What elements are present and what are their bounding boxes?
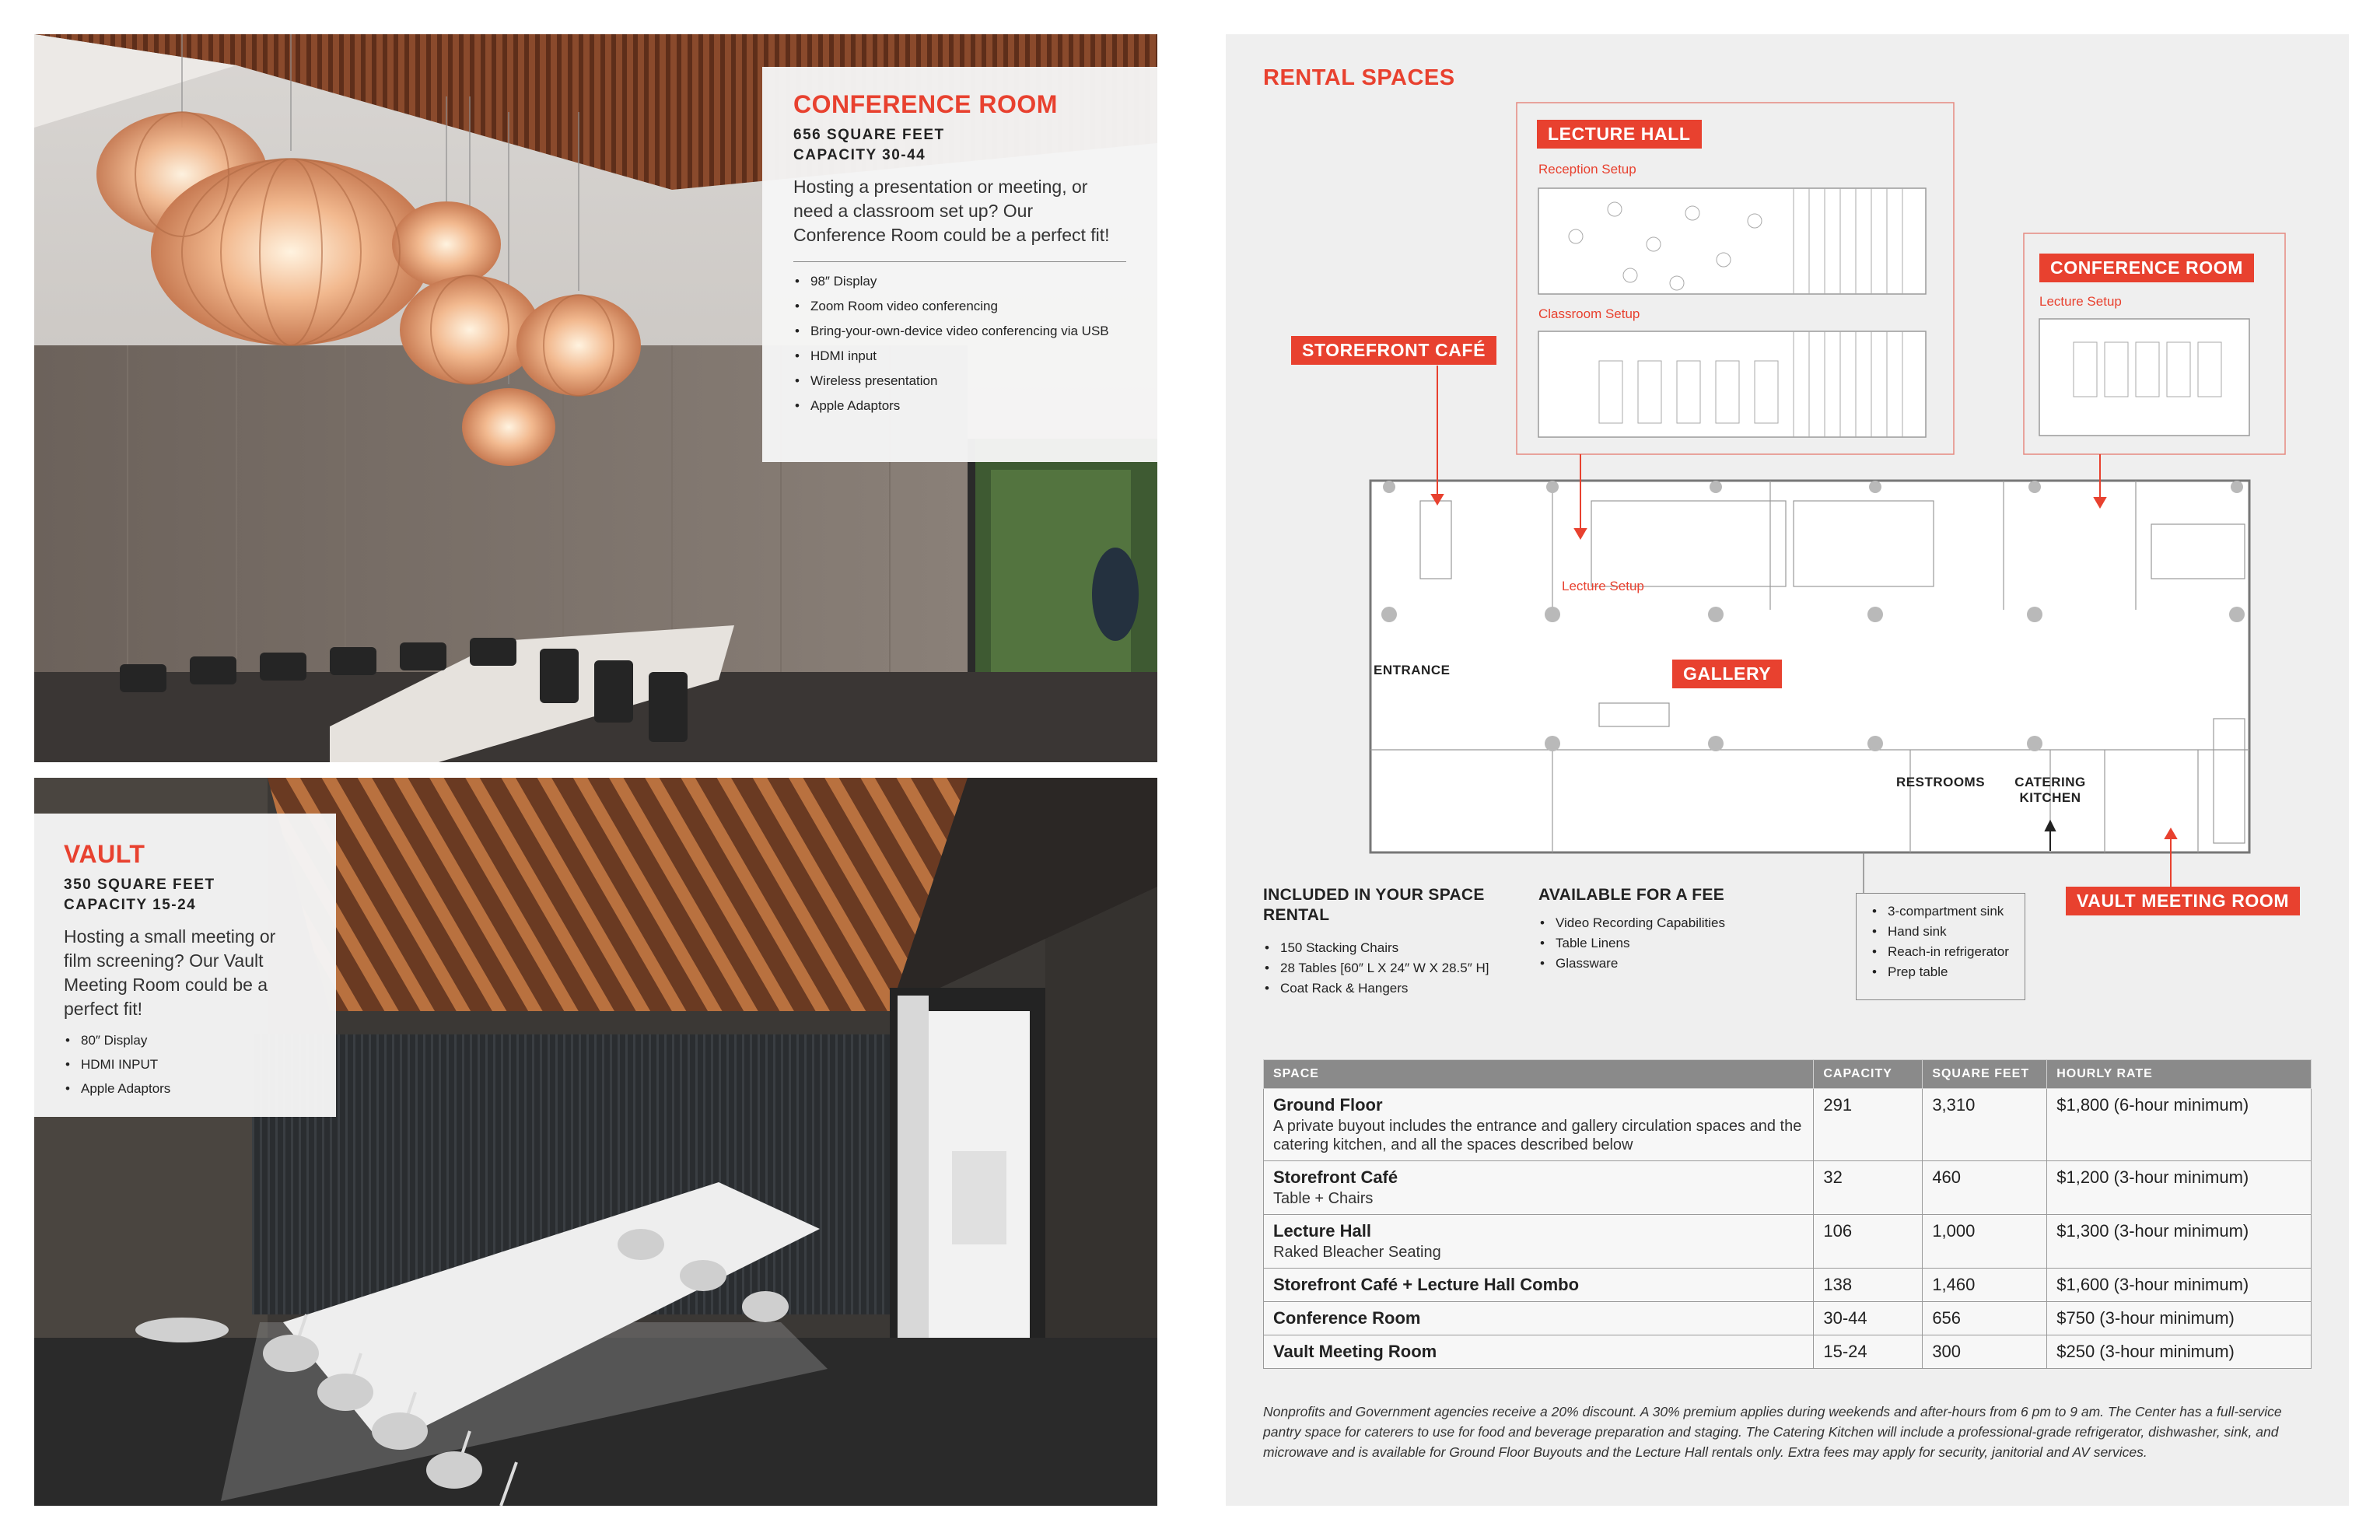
feature-item: • Zoom Room video conferencing	[793, 298, 1126, 315]
vault-capacity: CAPACITY 15-24	[64, 897, 197, 913]
list-item: • Glassware	[1538, 954, 1772, 974]
conference-setup-plan	[2039, 319, 2249, 436]
space-name: Lecture Hall	[1273, 1221, 1371, 1241]
capacity-cell: 30-44	[1814, 1302, 1923, 1335]
rate-cell: $1,200 (3-hour minimum)	[2047, 1161, 2312, 1215]
table-row	[1264, 1161, 2312, 1215]
rates-table	[1263, 1059, 2312, 1369]
available-for-fee-block	[1538, 885, 1772, 974]
conference-room-meta	[793, 125, 1126, 166]
floorplan-diagram	[1226, 34, 2349, 921]
vault-card	[34, 814, 336, 1117]
available-list	[1538, 913, 1772, 974]
space-desc: Table + Chairs	[1273, 1190, 1374, 1207]
sqft-cell: 1,000	[1923, 1215, 2047, 1269]
list-item: • Table Linens	[1538, 933, 1772, 954]
list-item: • Video Recording Capabilities	[1538, 913, 1772, 933]
sqft-cell: 656	[1923, 1302, 2047, 1335]
rate-cell: $750 (3-hour minimum)	[2047, 1302, 2312, 1335]
capacity-cell: 32	[1814, 1161, 1923, 1215]
available-title: AVAILABLE FOR A FEE	[1538, 886, 1725, 904]
included-block	[1263, 885, 1528, 999]
vault-meta	[64, 875, 306, 915]
ground-floor-plan	[1370, 481, 2249, 852]
vault-size: 350 SQUARE FEET	[64, 877, 215, 893]
space-name: Storefront Café + Lecture Hall Combo	[1273, 1275, 1580, 1294]
feature-item: • Wireless presentation	[793, 373, 1126, 390]
reception-setup-label: Reception Setup	[1538, 162, 1636, 177]
space-cell	[1264, 1089, 1814, 1161]
gallery-label: GALLERY	[1672, 660, 1782, 688]
table-row	[1264, 1215, 2312, 1269]
feature-item: • Bring-your-own-device video conferencing via USB	[793, 323, 1126, 340]
space-cell	[1264, 1302, 1814, 1335]
capacity-cell: 106	[1814, 1215, 1923, 1269]
sqft-cell: 300	[1923, 1335, 2047, 1369]
feature-item: • 98″ Display	[793, 273, 1126, 290]
divider	[793, 261, 1126, 262]
table-row	[1264, 1089, 2312, 1161]
conference-lecture-setup-label: Lecture Setup	[2039, 294, 2122, 309]
rate-cell: $1,600 (3-hour minimum)	[2047, 1269, 2312, 1302]
feature-item: • HDMI input	[793, 348, 1126, 365]
feature-item: • Apple Adaptors	[64, 1080, 306, 1097]
table-row	[1264, 1335, 2312, 1369]
catering-features-box	[1856, 893, 2025, 1000]
sqft-cell: 1,460	[1923, 1269, 2047, 1302]
lecture-hall-label: LECTURE HALL	[1537, 120, 1702, 149]
list-item: • Prep table	[1871, 962, 2011, 982]
feature-item: • 80″ Display	[64, 1032, 306, 1049]
conference-room-capacity: CAPACITY 30-44	[793, 147, 926, 163]
vault-description: Hosting a small meeting or film screening? Our Vault Meeting Room could be a perfect fit!	[64, 926, 276, 1019]
capacity-cell: 291	[1814, 1089, 1923, 1161]
list-item: • Reach-in refrigerator	[1871, 942, 2011, 962]
space-desc: Raked Bleacher Seating	[1273, 1244, 1441, 1261]
conference-room-features	[793, 273, 1126, 415]
space-desc: A private buyout includes the entrance and gallery circulation spaces and the catering kitchen, and all the spaces described below	[1273, 1118, 1802, 1153]
classroom-setup-plan	[1538, 331, 1926, 437]
conference-room-label: CONFERENCE ROOM	[2039, 254, 2254, 282]
rate-cell: $250 (3-hour minimum)	[2047, 1335, 2312, 1369]
conference-room-description: Hosting a presentation or meeting, or need a classroom set up? Our Conference Room could be a perfect fit!	[793, 177, 1110, 245]
feature-item: • HDMI INPUT	[64, 1056, 306, 1073]
rate-cell: $1,800 (6-hour minimum)	[2047, 1089, 2312, 1161]
rental-spaces-heading: RENTAL SPACES	[1263, 65, 1455, 90]
space-cell	[1264, 1335, 1814, 1369]
sqft-cell: 3,310	[1923, 1089, 2047, 1161]
space-name: Storefront Café	[1273, 1167, 1398, 1187]
table-header-row	[1264, 1060, 2312, 1089]
reception-setup-plan	[1538, 188, 1926, 294]
rate-cell: $1,300 (3-hour minimum)	[2047, 1215, 2312, 1269]
space-name: Ground Floor	[1273, 1095, 1383, 1115]
sqft-cell: 460	[1923, 1161, 2047, 1215]
table-row	[1264, 1302, 2312, 1335]
header-hourly-rate: HOURLY RATE	[2047, 1060, 2312, 1089]
header-square-feet: SQUARE FEET	[1923, 1060, 2047, 1089]
lecture-setup-label: Lecture Setup	[1562, 579, 1644, 593]
vault-features	[64, 1032, 306, 1097]
table-row	[1264, 1269, 2312, 1302]
space-cell	[1264, 1215, 1814, 1269]
catering-kitchen-label: CATERING KITCHEN	[2014, 775, 2086, 805]
header-capacity: CAPACITY	[1814, 1060, 1923, 1089]
header-space: SPACE	[1264, 1060, 1814, 1089]
space-cell	[1264, 1269, 1814, 1302]
list-item: • Coat Rack & Hangers	[1263, 978, 1528, 999]
list-item: • Hand sink	[1871, 922, 2011, 942]
capacity-cell: 15-24	[1814, 1335, 1923, 1369]
conference-room-size: 656 SQUARE FEET	[793, 127, 945, 143]
list-item: • 28 Tables [60″ L X 24″ W X 28.5″ H]	[1263, 958, 1528, 978]
vault-title: VAULT	[64, 840, 145, 868]
footnote: Nonprofits and Government agencies receive a 20% discount. A 30% premium applies during weekends and after-hours from 6 pm to 9 am. The Center has a full-service pantry space for caterers to use for food and beverage preparation and staging. The Catering Kitchen will include a professional-grade refrigerator, dishwasher, sink, and microwave and is available for Ground Floor Buyouts and the Lecture Hall rentals only. Extra fees may apply for security, janitorial and AV services.	[1263, 1404, 2282, 1460]
space-name: Vault Meeting Room	[1273, 1342, 1437, 1361]
classroom-setup-label: Classroom Setup	[1538, 306, 1640, 321]
included-title: INCLUDED IN YOUR SPACE RENTAL	[1263, 886, 1485, 924]
space-name: Conference Room	[1273, 1308, 1421, 1328]
catering-features-list	[1871, 901, 2011, 982]
space-cell	[1264, 1161, 1814, 1215]
included-list	[1263, 938, 1528, 999]
rental-spaces-panel	[1226, 34, 2349, 1506]
capacity-cell: 138	[1814, 1269, 1923, 1302]
list-item: • 3-compartment sink	[1871, 901, 2011, 922]
storefront-cafe-label: STOREFRONT CAFÉ	[1291, 336, 1496, 365]
restrooms-label: RESTROOMS	[1896, 775, 1986, 789]
conference-room-title: CONFERENCE ROOM	[793, 90, 1058, 118]
entrance-label: ENTRANCE	[1374, 663, 1451, 677]
vault-meeting-room-label: VAULT MEETING ROOM	[2066, 887, 2300, 915]
feature-item: • Apple Adaptors	[793, 397, 1126, 415]
conference-room-card	[762, 67, 1157, 462]
list-item: • 150 Stacking Chairs	[1263, 938, 1528, 958]
